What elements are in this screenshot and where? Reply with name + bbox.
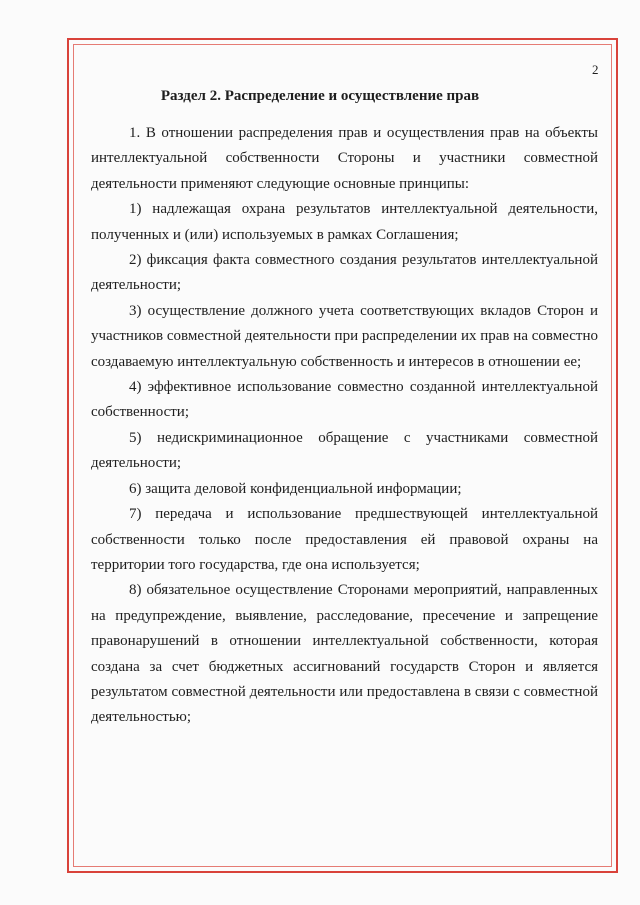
section-title: Раздел 2. Распределение и осуществление прав	[160, 88, 480, 104]
document-body	[91, 121, 598, 731]
paragraph-item-5: 5) недискриминационное обращение с участниками совместной деятельности;	[91, 429, 598, 472]
paragraph-item-8: 8) обязательное осуществление Сторонами мероприятий, направленных на предупреждение, выявление, расследование, пресечение и запрещение правонарушений в отношении интеллектуальной собственности, которая создана за счет бюджетных ассигнований государств Сторон и является результатом совместной деятельности или предоставлена в связи с совместной деятельностью;	[91, 582, 598, 726]
paragraph-clause-1: 1. В отношении распределения прав и осуществления прав на объекты интеллектуальной собственности Стороны и участники совместной деятельности применяют следующие основные принципы:	[91, 125, 598, 192]
paragraph-item-3: 3) осуществление должного учета соответствующих вкладов Сторон и участников совместной деятельности при распределении их прав на совместно создаваемую интеллектуальную собственность и интересов в отношении ее;	[91, 302, 598, 370]
paragraph-item-7: 7) передача и использование предшествующей интеллектуальной собственности только после предоставления ей правовой охраны на территории того государства, где она используется;	[91, 506, 598, 573]
paragraph-item-1: 1) надлежащая охрана результатов интеллектуальной деятельности, полученных и (или) используемых в рамках Соглашения;	[91, 201, 598, 243]
paragraph-item-4: 4) эффективное использование совместно созданной интеллектуальной собственности;	[91, 379, 598, 421]
paragraph-item-6: 6) защита деловой конфиденциальной информации;	[129, 480, 462, 497]
page-number: 2	[592, 62, 599, 77]
paragraph-item-2: 2) фиксация факта совместного создания результатов интеллектуальной деятельности;	[91, 252, 598, 294]
